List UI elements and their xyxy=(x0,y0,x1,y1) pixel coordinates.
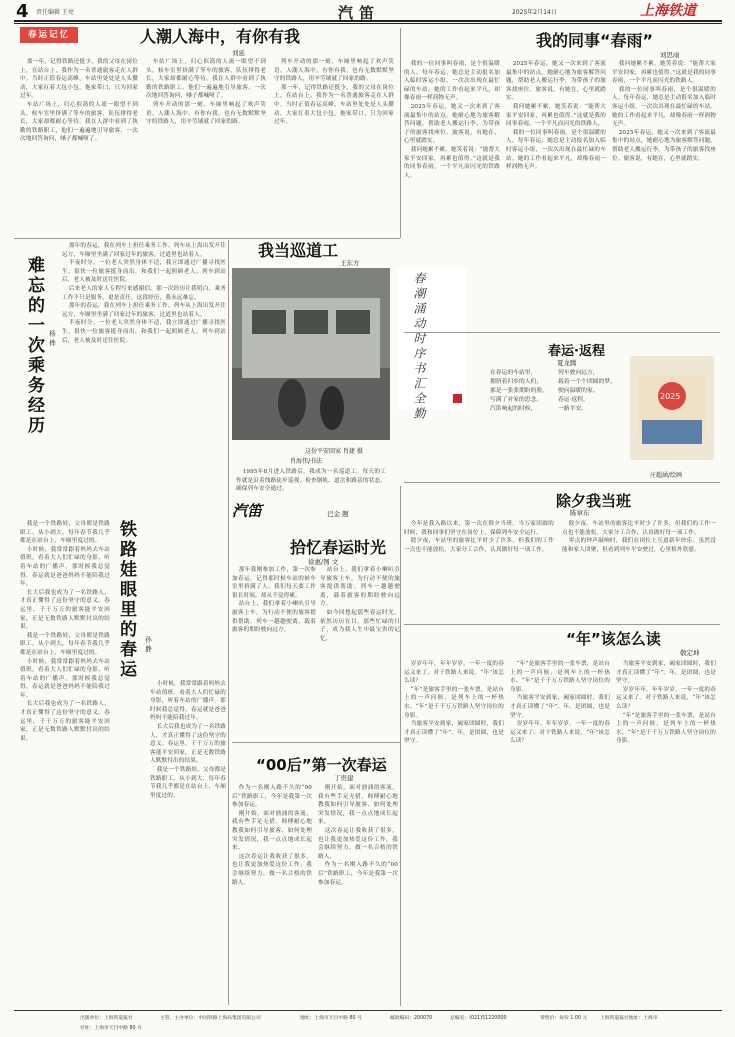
column-divider xyxy=(400,486,401,1006)
footer-publisher: 出版单位：上海铁道报社 xyxy=(80,1016,133,1021)
footer-postcode: 邮政编码：200070 xyxy=(390,1016,433,1021)
article-title-8: “年”该怎么读 xyxy=(566,630,661,648)
poem-line: 一路平安。 xyxy=(557,406,587,412)
article-body-9b: 刚开始，面对汹涌的客流，我有些手足无措。师傅耐心地教我如何引导旅客、如何处理突发情况，我一点点地成长起来。 这次春运让我收获了很多，也让我更加热爱这份工作。我会继续努力，做一名合格的铁路人。 作为一名刚入路不久的“00后”铁路职工，今年是我第一次参加春运。 xyxy=(318,785,398,886)
section-divider xyxy=(404,624,720,625)
page-number: 4 xyxy=(16,1,29,22)
article-body-7a: 今年是我入路以来，第一次在除夕当班。当万家团圆的时候，我和同事们坚守在岗位上，保障列车安全运行。 除夕夜，车站里的旅客比平时少了许多，但我们的工作一点也不能放松。大家分工合作，认真做好每一项工作。 xyxy=(404,521,554,553)
poem-author: 夏龙腾 xyxy=(557,359,577,367)
train-photo xyxy=(232,268,390,440)
article-author-4: 王东方 xyxy=(340,259,360,267)
newspaper-logo: 上海铁道 xyxy=(640,3,696,19)
article-title-2: 我的同事“春雨” xyxy=(536,31,654,50)
poem-line: 写满了对家的思念。 xyxy=(490,397,543,403)
article-body-1c: 列车开动的那一刻，车厢里响起了欢声笑语。人潮人海中，有你有我，也有无数默默坚守的铁路人，用辛劳铺就了回家的路。 那一年，记得铁路还挺少，我的父母在岗位上，在站台上，我作为一名普通旅客走在人群中。当时正值春运高峰，车站里处处是人头攒动，大家扛着大包小包，拖家带口，只为回家过年。 xyxy=(274,59,394,126)
article-body-2b: 2025年春运，她又一次来到了客流最集中的站点。她耐心地为旅客解答问题，帮助老人搬运行李，为带孩子的旅客找座位。旅客说，有她在，心里就踏实。 我问她累不累，她笑着说：“能帮大家平安回家，再累也值得。”这就是我的同事春雨，一个平凡而闪光的铁路人。 我的一位同事叫春雨，是个很温暖的人。每年春运，她总是主动报名加入临时客运小组，一次次出现在最忙碌的车站。她的工作看起来平凡，却像春雨一样润物无声。 xyxy=(506,61,606,171)
column-divider xyxy=(400,28,401,238)
cartoon-credit: 巴金 题 xyxy=(327,510,349,518)
column-divider xyxy=(228,240,229,1005)
article-body-2a: 我的一位同事叫春雨，是个很温暖的人。每年春运，她总是主动报名加入临时客运小组，一次次出现在最忙碌的车站。她的工作看起来平凡，却像春雨一样润物无声。 2025年春运，她又一次来到了客流最集中的站点。她耐心地为旅客解答问题，帮助老人搬运行李，为带孩子的旅客找座位。旅客说，有她在，心里就踏实。 我问她累不累，她笑着说：“能帮大家平安回家，再累也值得。”这就是我的同事春雨，一个平凡而闪光的铁路人。 xyxy=(404,61,500,179)
issue-date: 2025年2月14日 xyxy=(512,9,557,16)
illustration-credit: 庄超涵/绘画 xyxy=(650,472,683,479)
article-body-1a: 那一年，记得铁路还挺少，我的父母在岗位上，在站台上，我作为一名普通旅客走在人群中。当时正值春运高峰，车站里处处是人头攒动，大家扛着大包小包，拖家带口，只为回家过年。 车站广场上，归心似箭的人流一眼望不到头。候车室里挤满了等车的旅客，队伍排得老长，大家却都耐心等待。我在人群中看到了执勤的铁路职工，他们一遍遍地引导旅客，一次次地回答询问，嗓子都喊哑了。 xyxy=(20,59,138,143)
article-title-7: 除夕我当班 xyxy=(556,492,632,510)
article-body-6a: 那年我刚参加工作，第一次参加春运。记得那时候车站的候车室里挤满了人，我们每天要工作很长时间，却从不觉得累。 站台上，我们拿着小喇叭引导旅客上车，为行动不便的旅客提供帮助。列车一趟趟驶离，载着旅客的期盼驶向远方。 xyxy=(232,567,316,634)
poem-line: 在春运的车站里， xyxy=(490,370,537,376)
article-body-3: 那年的春运，我在列车上担任乘务工作。列车从上海出发开往远方，车厢里坐满了回家过年的旅客，过道里也站着人。 半夜时分，一位老人突然身体不适，我立即通过广播寻找医生，很快一位旅客挺身而出，和我们一起照顾老人。列车到站后，老人被及时送往医院。 后来老人的家人专程写来感谢信。那一次经历让我明白，乘务工作不只是服务，更是责任。这段经历，我永远难忘。 那年的春运，我在列车上担任乘务工作。列车从上海出发开往远方，车厢里坐满了回家过年的旅客，过道里也站着人。 半夜时分，一位老人突然身体不适，我立即通过广播寻找医生，很快一位旅客挺身而出，和我们一起照顾老人。列车到站后，老人被及时送往医院。 xyxy=(62,243,226,344)
header-rule xyxy=(14,20,722,22)
section-title: 汽笛 xyxy=(338,4,381,22)
article-body-4: 1995年8月进入铁路后，我成为一名巡道工。每天的工作就是沿着线路徒步巡视，检查钢轨、道岔和路基的状态，确保列车安全通过。 xyxy=(236,469,386,493)
article-body-8b: “年”是旅客手里的一张车票，是站台上的一声问候，是列车上的一杯热水。“年”是千千万万铁路人坚守岗位的身影。 当旅客平安到家，阖家团圆时，我们才真正读懂了“年”。年，是团圆，也是坚守。 岁岁年年，年年岁岁。一年一度的春运又来了。对于铁路人来说，“年”该怎么读？ xyxy=(510,661,610,745)
svg-text:2025: 2025 xyxy=(660,392,681,401)
article-body-1b: 车站广场上，归心似箭的人流一眼望不到头。候车室里挤满了等车的旅客，队伍排得老长，大家却都耐心等待。我在人群中看到了执勤的铁路职工，他们一遍遍地引导旅客，一次次地回答询问，嗓子都喊哑了。 列车开动的那一刻，车厢里响起了欢声笑语。人潮人海中，有你有我，也有无数默默坚守的铁路人，用辛劳铺就了回家的路。 xyxy=(146,59,266,126)
article-title-4: 我当巡道工 xyxy=(258,241,339,260)
article-body-7b: 除夕夜，车站里的旅客比平时少了许多，但我们的工作一点也不能放松。大家分工合作，认真做好每一项工作。 零点的钟声敲响时，我们在岗位上互道新年快乐。虽然没能和家人团聚，但看到列车平安驶过，心里格外欣慰。 xyxy=(562,521,716,553)
article-author-6: 徐惠/图 文 xyxy=(308,558,339,566)
photo-caption: 这份平安回家 肖捷 摄 xyxy=(305,448,363,455)
article-body-6b: 站台上，我们拿着小喇叭引导旅客上车，为行动不便的旅客提供帮助。列车一趟趟驶离，载着旅客的期盼驶向远方。 如今回想起那些春运时光，依然历历在目。那些忙碌的日子，成为我人生中最宝贵的记忆。 xyxy=(320,567,400,642)
article-title-5: 铁路娃眼里的春运 xyxy=(116,520,136,680)
calligraphy-panel xyxy=(397,268,467,410)
section-divider xyxy=(232,742,400,743)
article-author-7: 陈章东 xyxy=(570,509,590,517)
article-title-1: 人潮人海中，有你有我 xyxy=(140,27,301,46)
poem-col-2 xyxy=(558,369,616,414)
article-title-3: 难忘的一次乘务经历 xyxy=(24,256,44,436)
article-body-8c: 当旅客平安到家，阖家团圆时，我们才真正读懂了“年”。年，是团圆，也是坚守。 岁岁年年，年年岁岁。一年一度的春运又来了。对于铁路人来说，“年”该怎么读？ “年”是旅客手里的一张车票，是站台上的一声问候，是列车上的一杯热水。“年”是千千万万铁路人坚守岗位的身影。 xyxy=(616,661,716,745)
header-rule-thin xyxy=(14,23,722,24)
article-author-8: 敬定坤 xyxy=(680,649,700,657)
page-editor: 责任编辑 王亮 xyxy=(36,9,74,16)
seal-stamp xyxy=(453,394,462,403)
cartoon-logo-block xyxy=(232,500,390,528)
column-tag: 春运记忆 xyxy=(20,27,78,43)
poem-line: 那是一张张期盼的脸， xyxy=(490,388,548,394)
article-author-2: 刘思雨 xyxy=(660,51,680,59)
article-body-9a: 作为一名刚入路不久的“00后”铁路职工，今年是我第一次参加春运。 刚开始，面对汹涌的客流，我有些手足无措。师傅耐心地教我如何引导旅客、如何处理突发情况，我一点点地成长起来。 这次春运让我收获了很多，也让我更加热爱这份工作。我会继续努力，做一名合格的铁路人。 xyxy=(232,785,312,886)
article-body-5a: 我是一个铁路娃，父母都是铁路职工。从小到大，每年春节我几乎都是在站台上、车厢里度过的。 小时候，我常常跟着妈妈去车站值班，看着大人们忙碌的身影，听着车站的广播声。那时候我总觉得，春运就是爸爸妈妈不能陪我过年。 长大后我也成为了一名铁路人，才真正懂得了这份坚守的意义。春运里，千千万万的旅客能平安回家，正是无数铁路人默默付出的结果。 我是一个铁路娃，父母都是铁路职工。从小到大，每年春节我几乎都是在站台上、车厢里度过的。 小时候，我常常跟着妈妈去车站值班，看着大人们忙碌的身影，听着车站的广播声。那时候我总觉得，春运就是爸爸妈妈不能陪我过年。 长大后我也成为了一名铁路人，才真正懂得了这份坚守的意义。春运里，千千万万的旅客能平安回家，正是无数铁路人默默付出的结果。 xyxy=(20,521,110,742)
poem-line: 拥挤着归乡的人们， xyxy=(490,379,543,385)
poem-line: 列车驶向远方， xyxy=(557,370,599,376)
poem-line: 春运·返程， xyxy=(557,397,589,403)
article-body-5b: 小时候，我常常跟着妈妈去车站值班，看着大人们忙碌的身影，听着车站的广播声。那时候我总觉得，春运就是爸爸妈妈不能陪我过年。 长大后我也成为了一名铁路人，才真正懂得了这份坚守的意义。春运里，千千万万的旅客能平安回家，正是无数铁路人默默付出的结果。 我是一个铁路娃，父母都是铁路职工。从小到大，每年春节我几乎都是在站台上、车厢里度过的。 xyxy=(150,681,226,799)
article-title-9: “00后”第一次春运 xyxy=(256,756,387,774)
poem-line: 驶向温暖的家。 xyxy=(557,388,599,394)
footer-sponsor: 主管、主办单位：中国铁路上海局集团有限公司 xyxy=(160,1016,261,1021)
article-author-3: 杨桦 xyxy=(48,330,56,349)
article-body-8a: 岁岁年年，年年岁岁。一年一度的春运又来了。对于铁路人来说，“年”该怎么读？ “年”是旅客手里的一张车票，是站台上的一声问候，是列车上的一杯热水。“年”是千千万万铁路人坚守岗位的身影。 当旅客平安到家，阖家团圆时，我们才真正读懂了“年”。年，是团圆，也是坚守。 xyxy=(404,661,504,745)
illustration-svg xyxy=(630,356,714,460)
poem-body xyxy=(490,369,626,469)
footer-price: 零售价：每份 1.00 元 xyxy=(540,1016,588,1021)
article-author-9: 丁贵建 xyxy=(334,774,354,782)
footer-rule xyxy=(14,1010,722,1011)
footer-address: 地址：上海市天目中路 80 号 xyxy=(300,1016,362,1021)
train-photo-svg xyxy=(232,268,390,440)
footer-office: 社址：上海市天目中路 80 号 xyxy=(80,1026,142,1031)
cartoon-title: 汽笛 xyxy=(232,502,263,520)
poem-line: 载着一个个团圆的梦， xyxy=(557,379,616,385)
poem-title: 春运·返程 xyxy=(548,344,605,359)
section-divider xyxy=(404,332,720,333)
section-divider xyxy=(14,238,400,239)
poem-col-1 xyxy=(490,369,548,414)
article-body-2c: 我问她累不累，她笑着说：“能帮大家平安回家，再累也值得。”这就是我的同事春雨，一个平凡而闪光的铁路人。 我的一位同事叫春雨，是个很温暖的人。每年春运，她总是主动报名加入临时客运小组，一次次出现在最忙碌的车站。她的工作看起来平凡，却像春雨一样润物无声。 2025年春运，她又一次来到了客流最集中的站点。她耐心地为旅客解答问题，帮助老人搬运行李，为带孩子的旅客找座位。旅客说，有她在，心里就踏实。 xyxy=(612,61,716,162)
article-title-6: 拾忆春运时光 xyxy=(290,538,387,557)
footer-phone: 总编室：(021)51220000 xyxy=(450,1016,507,1021)
poem-line: 汽笛响起的时候， xyxy=(490,406,537,412)
article-author-5: 孙静 xyxy=(144,636,152,655)
calligraphy-text: 春潮涌动时序书汇全勤 xyxy=(412,272,426,422)
article-author-1: 刘延 xyxy=(232,49,245,57)
calligraphy-credit: 肖海伟/书法 xyxy=(290,458,323,465)
illustration-lantern xyxy=(630,356,714,460)
section-divider xyxy=(404,482,720,483)
footer-contact: 上海铁道报社地址：上海市 xyxy=(600,1016,658,1021)
